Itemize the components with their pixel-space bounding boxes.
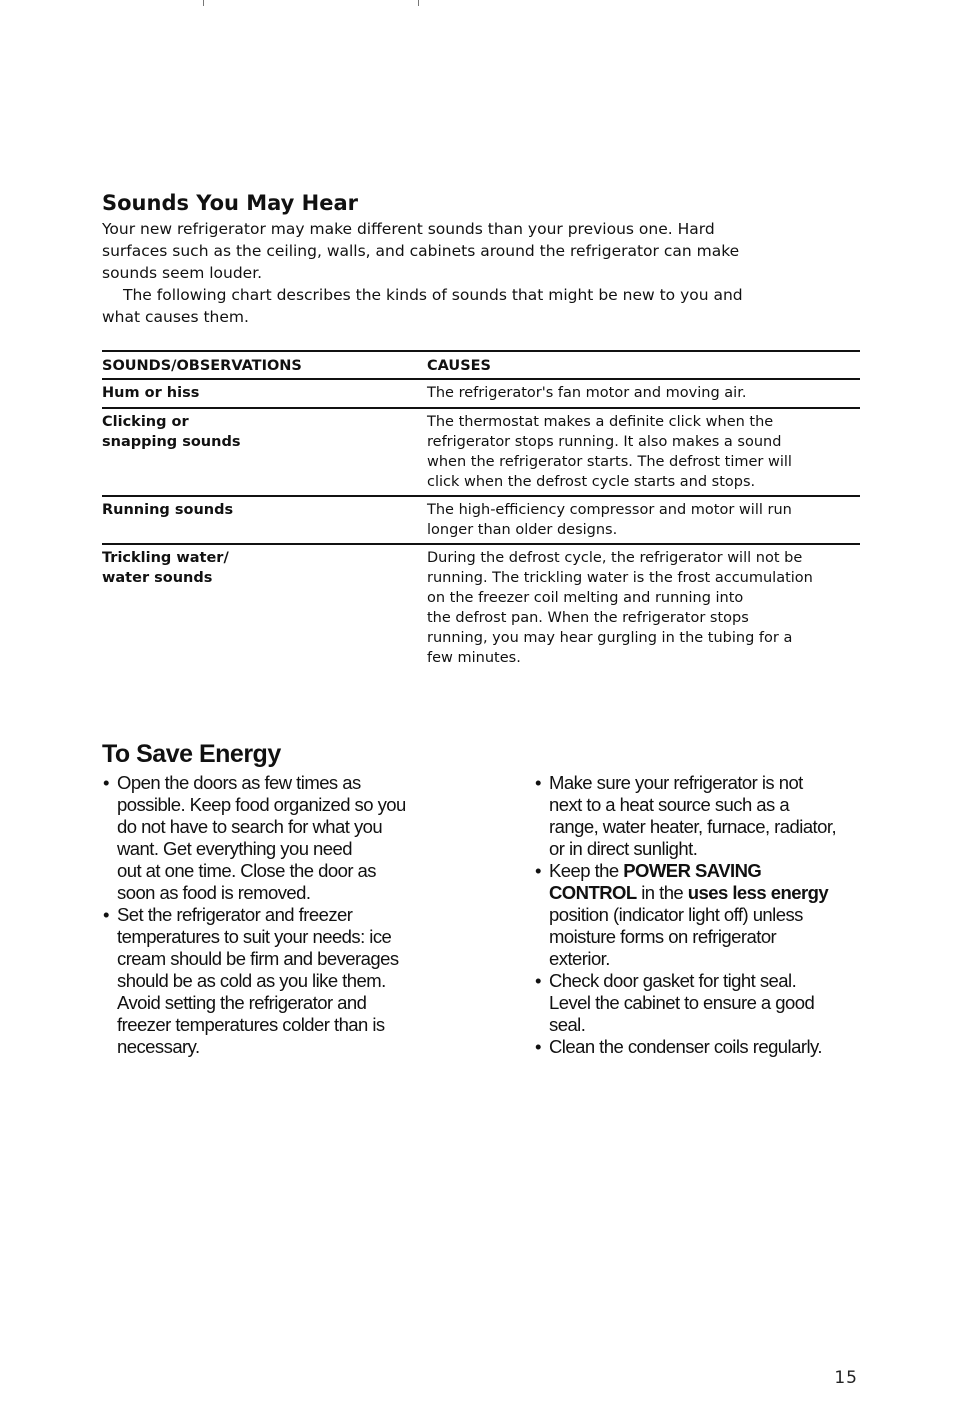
tip-line: temperatures to suit your needs: ice: [117, 926, 392, 947]
tip-line: Clean the condenser coils regularly.: [549, 1036, 822, 1057]
intro-line: sounds seem louder.: [102, 264, 263, 282]
observation-line: Trickling water/: [102, 549, 229, 566]
cause-cell: [427, 412, 860, 492]
tip-line: freezer temperatures colder than is: [117, 1014, 385, 1035]
bullet-icon: •: [535, 970, 541, 991]
chart-intro-paragraph: [102, 284, 860, 328]
tip-line: soon as food is removed.: [117, 882, 311, 903]
header-observations: SOUNDS/OBSERVATIONS: [102, 358, 302, 374]
tip-line: out at one time. Close the door as: [117, 860, 376, 881]
sounds-heading: Sounds You May Hear: [102, 191, 359, 215]
cause-cell: [427, 500, 860, 540]
energy-section: [102, 736, 872, 1058]
tip-text: Keep the: [549, 860, 624, 881]
table-row: [102, 545, 860, 671]
observation-line: water sounds: [102, 570, 213, 586]
chart-intro-line: what causes them.: [102, 308, 249, 326]
list-item: [534, 1036, 869, 1058]
scan-mark-right: [418, 0, 419, 6]
tip-line: Avoid setting the refrigerator and: [117, 992, 367, 1013]
sounds-section: [102, 188, 860, 671]
tip-line: exterior.: [549, 948, 610, 969]
cause-line: the defrost pan. When the refrigerator stops: [427, 609, 749, 626]
tip-text: in the: [636, 882, 688, 903]
cause-line: when the refrigerator starts. The defrost timer will: [427, 453, 792, 470]
cause-line: running, you may hear gurgling in the tubing for a: [427, 629, 793, 646]
intro-line: surfaces such as the ceiling, walls, and cabinets around the refrigerator can make: [102, 242, 740, 260]
tip-line: Make sure your refrigerator is not: [549, 772, 803, 793]
tip-line: range, water heater, furnace, radiator,: [549, 816, 837, 837]
cause-line: longer than older designs.: [427, 521, 618, 538]
scan-mark-left: [203, 0, 204, 6]
observation-line: Running sounds: [102, 501, 234, 518]
tip-line: necessary.: [117, 1036, 200, 1057]
tip-line: [549, 860, 869, 882]
energy-heading: To Save Energy: [102, 740, 281, 768]
tip-line: moisture forms on refrigerator: [549, 926, 777, 947]
tip-line: cream should be firm and beverages: [117, 948, 399, 969]
table-row: [102, 497, 860, 545]
list-item: [534, 860, 869, 970]
cause-cell: [427, 383, 860, 404]
control-name-text: CONTROL: [549, 882, 637, 903]
chart-intro-line: The following chart describes the kinds of sounds that might be new to you and: [123, 286, 743, 304]
tip-line: Check door gasket for tight seal.: [549, 970, 797, 991]
table-row: [102, 380, 860, 409]
header-causes: CAUSES: [427, 358, 491, 374]
tip-line: do not have to search for what you: [117, 816, 383, 837]
cause-line: refrigerator stops running. It also makes a sound: [427, 433, 782, 450]
tip-line: should be as cold as you like them.: [117, 970, 386, 991]
bullet-icon: •: [103, 772, 109, 793]
table-header-row: [102, 352, 860, 380]
bullet-icon: •: [535, 772, 541, 793]
intro-line: Your new refrigerator may make different sounds than your previous one. Hard: [102, 220, 715, 238]
page-number: 15: [834, 1368, 858, 1388]
control-name-text: POWER SAVING: [623, 860, 762, 881]
cause-line: running. The trickling water is the frost accumulation: [427, 569, 813, 586]
cause-line: click when the defrost cycle starts and stops.: [427, 473, 756, 490]
bullet-icon: •: [103, 904, 109, 925]
cause-line: The thermostat makes a definite click when the: [427, 413, 774, 430]
tip-line: possible. Keep food organized so you: [117, 794, 406, 815]
table-row: [102, 409, 860, 497]
observation-cell: [102, 383, 427, 404]
sounds-intro-paragraph: [102, 218, 860, 284]
observation-cell: [102, 412, 427, 492]
tip-line: Open the doors as few times as: [117, 772, 361, 793]
energy-tips-left: [102, 772, 522, 1058]
bullet-icon: •: [535, 1036, 541, 1057]
tip-line: Set the refrigerator and freezer: [117, 904, 353, 925]
tip-line: want. Get everything you need: [117, 838, 352, 859]
energy-columns: [102, 772, 872, 1058]
setting-name-text: uses less energy: [687, 882, 829, 903]
tip-line: next to a heat source such as a: [549, 794, 790, 815]
tip-line: Level the cabinet to ensure a good: [549, 992, 815, 1013]
tip-line: seal.: [549, 1014, 586, 1035]
cause-line: The high-efficiency compressor and motor will run: [427, 501, 792, 518]
cause-line: few minutes.: [427, 649, 521, 666]
cause-line: on the freezer coil melting and running into: [427, 589, 744, 606]
list-item: [102, 904, 522, 1058]
tip-line: position (indicator light off) unless: [549, 904, 803, 925]
observation-line: Clicking or: [102, 413, 189, 430]
energy-tips-right: [534, 772, 869, 1058]
observation-cell: [102, 548, 427, 668]
bullet-icon: •: [535, 860, 541, 881]
observation-cell: [102, 500, 427, 540]
cause-line: During the defrost cycle, the refrigerator will not be: [427, 549, 803, 566]
observation-line: Hum or hiss: [102, 385, 200, 401]
cause-cell: [427, 548, 860, 668]
tip-line: or in direct sunlight.: [549, 838, 698, 859]
sounds-table: [102, 350, 860, 671]
tip-line: [549, 882, 869, 904]
list-item: [534, 772, 869, 860]
list-item: [534, 970, 869, 1036]
observation-line: snapping sounds: [102, 434, 241, 450]
list-item: [102, 772, 522, 904]
cause-line: The refrigerator's fan motor and moving air.: [427, 385, 747, 401]
